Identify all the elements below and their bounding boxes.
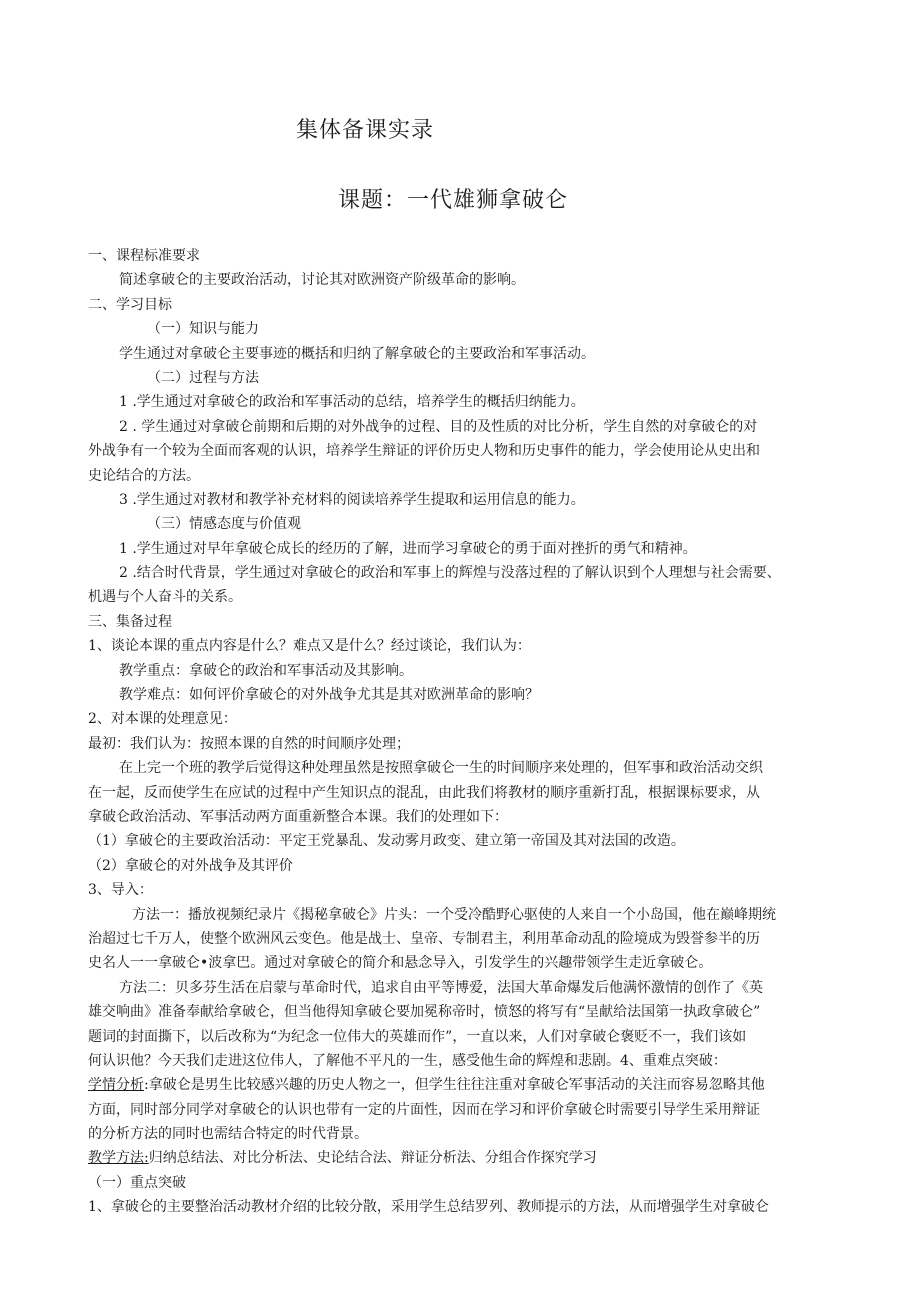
list-item: （1）拿破仑的主要政治活动：平定王党暴乱、发动雾月政变、建立第一帝国及其对法国的改造。 [88,833,685,850]
paragraph-line: 的分析方法的同时也需结合特定的时代背景。 [88,1126,368,1143]
paragraph-line: 治超过七千万人，使整个欧洲风云变色。他是战士、皇帝、专制君主，利用革命动乱的险境成为毁誉参半的历 [88,930,760,947]
section-heading: 一、课程标准要求 [88,248,200,264]
paragraph-line: 学生通过对拿破仑主要事迹的概括和归纳了解拿破仑的主要政治和军事活动。 [119,345,595,362]
learning-analysis-label: 学情分析 [88,1077,144,1094]
list-item: （2）拿破仑的对外战争及其评价 [88,857,293,874]
paragraph-line [88,1146,840,1170]
section-heading: 二、学习目标 [88,296,172,313]
paragraph-line: 教学难点：如何评价拿破仑的对外战争尤其是其对欧洲革命的影响？ [119,687,539,704]
subsection-heading: （三）情感态度与价值观 [147,516,301,533]
paragraph-line: 方法一：播放视频纪录片《揭秘拿破仑》片头：一个受冷酷野心驱使的人来自一个小岛国，他在巅峰期统 [132,906,776,923]
paragraph-line: 史名人一一拿破仑•波拿巴。通过对拿破仑的简介和悬念导入，引发学生的兴趣带领学生走近拿破仑。 [88,955,713,972]
teaching-method-label: 教学方法: [88,1150,149,1167]
list-item: 3 .学生通过对教材和教学补充材料的阅读培养学生提取和运用信息的能力。 [119,491,585,508]
paragraph-line: 史论结合的方法。 [88,467,200,484]
paragraph-line: 方法二：贝多芬生活在启蒙与革命时代，追求自由平等博爱，法国大革命爆发后他满怀激情的创作了《英 [119,979,763,996]
paragraph-line: 最初：我们认为：按照本课的自然的时间顺序处理； [88,735,410,752]
numbered-heading: 2、对本课的处理意见： [88,711,237,728]
list-item: 2 . 学生通过对拿破仑前期和后期的对外战争的过程、目的及性质的对比分析，学生自然的对拿破仑的对 [119,418,758,435]
subsection-heading: （二）过程与方法 [147,369,259,386]
learning-analysis-text: :拿破仑是男生比较感兴趣的历史人物之一，但学生往往注重对拿破仑军事活动的关注而容易忽略其他 [144,1077,765,1094]
subsection-heading: （一）重点突破 [88,1174,186,1191]
lesson-topic-title: 课题：一代雄狮拿破仑 [338,188,569,213]
list-item: 1、拿破仑的主要整治活动教材介绍的比较分散，采用学生总结罗列、教师提示的方法，从而增强学生对拿破仑 [88,1199,769,1216]
numbered-heading: 1、谈论本课的重点内容是什么？难点又是什么？经过谈论，我们认为： [88,638,531,655]
document-body [88,244,840,1220]
teaching-method-text: 归纳总结法、对比分析法、史论结合法、辩证分析法、分组合作探究学习 [148,1150,597,1167]
paragraph-line: 题词的封面撕下，以后改称为“为纪念一位伟大的英雄而作”，一直以来，人们对拿破仑褒贬不一，我们该如 [88,1028,747,1045]
paragraph-line: 在上完一个班的教学后觉得这种处理虽然是按照拿破仑一生的时间顺序来处理的，但军事和政治活动交织 [119,760,763,777]
section-heading: 三、集备过程 [88,613,172,630]
list-item: 1 .学生通过对早年拿破仑成长的经历的了解，进而学习拿破仑的勇于面对挫折的勇气和精神。 [119,540,697,557]
list-item: 2 .结合时代背景，学生通过对拿破仑的政治和军事上的辉煌与没落过程的了解认识到个人理想与社会需要、 [119,565,781,582]
paragraph-line [88,1073,840,1097]
subsection-heading: （一）知识与能力 [147,321,259,338]
paragraph-line: 在一起，反而使学生在应试的过程中产生知识点的混乱，由此我们将教材的顺序重新打乱，根据课标要求，从 [88,784,760,801]
paragraph-line: 何认识他？今天我们走进这位伟人，了解他不平凡的一生，感受他生命的辉煌和悲剧。4、重难点突破： [88,1052,727,1069]
paragraph-line: 外战争有一个较为全面而客观的认识，培养学生辩证的评价历史人物和历史事件的能力，学会使用论从史出和 [88,443,760,460]
paragraph-line: 雄交响曲》准备奉献给拿破仑，但当他得知拿破仑要加冕称帝时，愤怒的将写有“呈献给法国第一执政拿破仑” [88,1004,761,1021]
paragraph-line: 方面，同时部分同学对拿破仑的认识也带有一定的片面性，因而在学习和评价拿破仑时需要引导学生采用辩证 [88,1101,760,1118]
paragraph-line: 教学重点：拿破仑的政治和军事活动及其影响。 [119,662,413,679]
numbered-heading: 3、导入： [88,882,153,899]
list-item: 1 .学生通过对拿破仑的政治和军事活动的总结，培养学生的概括归纳能力。 [119,394,585,411]
document-title: 集体备课实录 [296,118,435,143]
paragraph-line: 机遇与个人奋斗的关系。 [88,589,242,606]
paragraph-line: 拿破仑政治活动、军事活动两方面重新整合本课。我们的处理如下： [88,808,508,825]
paragraph-line: 简述拿破仑的主要政治活动，讨论其对欧洲资产阶级革命的影响。 [119,272,525,289]
